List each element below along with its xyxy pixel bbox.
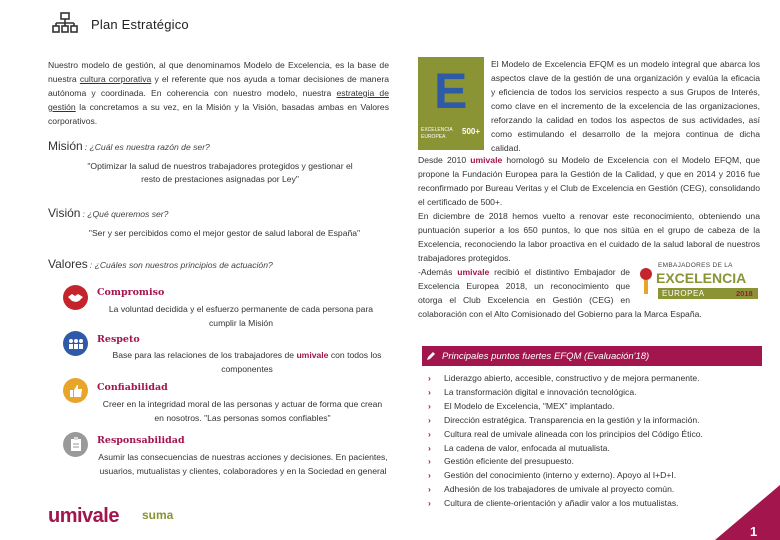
chevron-right-icon: › xyxy=(428,386,431,397)
value-responsabilidad-name: Responsabilidad xyxy=(97,435,185,446)
strength-text: Liderazgo abierto, accesible, constructivo y de mejora permanente. xyxy=(444,373,700,383)
mision-question: : ¿Cuál es nuestra razón de ser? xyxy=(84,142,210,152)
award-badge-emblem-icon xyxy=(638,266,654,296)
list-item xyxy=(428,372,768,386)
estrategia-gestion-link: estrategia de gestión xyxy=(48,88,389,112)
intro-text-2: y el referente que nos ayuda a tomar decisiones de manera autónoma y coordinada. En coherencia con nuestro modelo, nuestra xyxy=(48,74,389,98)
award-badge-line3: EUROPEA xyxy=(662,289,705,298)
page-title: Plan Estratégico xyxy=(91,17,189,32)
value-confiabilidad-text: Creer en la integridad moral de las personas y actuar de forma que crean en nosotros. "Las personas somos confiables" xyxy=(102,399,383,423)
efqm-logo-letter: E xyxy=(434,63,468,119)
value-compromiso-name: Compromiso xyxy=(97,287,165,298)
vision-quote: "Ser y ser percibidos como el mejor gestor de salud laboral de España" xyxy=(88,228,361,238)
efqm-paragraph-3: En diciembre de 2018 hemos vuelto a renovar este reconocimiento, obteniendo una puntuación superior a los 650 puntos, lo que nos sitúa en el grupo de cabeza de la Excelencia, reconociendo la labor proactiva en el cuidado de la salud laboral de nuestros trabajadores protegidos. xyxy=(418,211,760,263)
strength-text: La cadena de valor, enfocada al mutualista. xyxy=(444,442,610,453)
list-item xyxy=(428,428,768,442)
org-chart-icon xyxy=(52,12,78,34)
list-item xyxy=(428,455,768,469)
efqm-p2-after: homologó su Modelo de Excelencia con el Modelo EFQM, que propone la Fundación Europea para la Gestión de la Calidad, y que en 2014 y 2016 fue reconfirmado por Bureau Veritas y el Club de Excelencia en Gestión (CEG), consolidando el certificado de 500+. xyxy=(418,155,761,207)
list-item xyxy=(428,469,768,483)
value-compromiso-text: La voluntad decidida y el esfuerzo permanente de cada persona para cumplir la Misión xyxy=(108,304,374,328)
list-item xyxy=(428,442,768,456)
award-text-before: -Además xyxy=(418,267,458,277)
efqm-logo-caption xyxy=(421,127,453,141)
umivale-logo: umivale xyxy=(48,505,119,527)
value-respeto-name: Respeto xyxy=(97,334,140,345)
chevron-right-icon: › xyxy=(428,456,431,467)
strength-text: Gestión eficiente del presupuesto. xyxy=(444,456,574,467)
cultura-corporativa-link: cultura corporativa xyxy=(79,74,152,84)
chevron-right-icon: › xyxy=(428,428,431,439)
chevron-right-icon: › xyxy=(428,470,431,481)
strength-text: El Modelo de Excelencia, "MEX" implantado. xyxy=(444,400,615,411)
page-corner xyxy=(715,485,780,540)
valores-title: Valores xyxy=(48,257,88,271)
vision-question: : ¿Qué queremos ser? xyxy=(82,209,169,219)
award-badge-line1: EMBAJADORES DE LA xyxy=(658,262,733,269)
valores-heading xyxy=(48,257,273,271)
thumbs-up-icon xyxy=(63,378,88,403)
chevron-right-icon: › xyxy=(428,373,431,383)
suma-logo: suma xyxy=(142,508,174,522)
intro-text-3: la concretamos a su vez, en la Misión y la Visión, basadas ambas en Valores corporativos. xyxy=(48,102,389,126)
strength-text: La transformación digital e innovación tecnológica. xyxy=(444,386,637,397)
chevron-right-icon: › xyxy=(428,414,431,425)
efqm-paragraph-1: El Modelo de Excelencia EFQM es un modelo integral que abarca los aspectos clave de la gestión de una organización y evalúa la eficacia y eficiencia de todos los servicios respecto a sus Grupos de Interés, como clave en el incremento de la excelencia de las organizaciones, reforzando la calidad en todos los aspectos de sus actividades, así como estimulando el desarrollo de la mejora continua de dicha calidad. xyxy=(491,59,760,153)
strength-text: Gestión del conocimiento (interno y externo). Apoyo al I+D+I. xyxy=(444,470,677,481)
value-responsabilidad-text: Asumir las consecuencias de nuestras acciones y decisiones. En pacientes, usuarios, mutualistas y clientes, colaboradores y en la Sociedad en general xyxy=(98,452,388,476)
strengths-header xyxy=(422,346,762,366)
chevron-right-icon: › xyxy=(428,442,431,453)
umivale-brand: umivale xyxy=(470,155,503,165)
mision-title: Misión xyxy=(48,139,83,153)
intro-text-1: Nuestro modelo de gestión, al que denominamos Modelo de Excelencia, es la base de nuestra xyxy=(48,60,389,84)
award-badge-year: 2018 xyxy=(736,289,753,298)
strength-text: Cultura de cliente-orientación y añadir valor a los mutualistas. xyxy=(444,498,679,509)
chevron-right-icon: › xyxy=(428,400,431,411)
strengths-title: Principales puntos fuertes EFQM (Evaluación'18) xyxy=(442,350,650,362)
value-confiabilidad-name: Confiabilidad xyxy=(97,382,168,393)
award-text-after: recibió el distintivo Embajador de Excelencia Europea 2018, un reconocimiento que otorga el Club Excelencia en Gestión (CEG) en colaboración con el Alto Comisionado del Gobierno para la Marca España. xyxy=(418,267,702,319)
mision-heading xyxy=(48,139,210,153)
chevron-right-icon: › xyxy=(428,484,431,495)
intro-paragraph xyxy=(48,58,389,128)
efqm-logo-caption-1: EXCELENCIA xyxy=(421,127,453,133)
valores-question: : ¿Cuáles son nuestros principios de actuación? xyxy=(89,260,273,270)
efqm-paragraph-2 xyxy=(418,153,760,209)
list-item xyxy=(428,386,768,400)
efqm-logo-caption-2: EUROPEA xyxy=(421,134,446,140)
strength-text: Cultura real de umivale alineada con los principios del Código Ético. xyxy=(444,428,703,439)
respeto-text-after: con todos los componentes xyxy=(221,350,382,374)
strength-text: Adhesión de los trabajadores de umivale al proyecto común. xyxy=(444,484,675,495)
vision-title: Visión xyxy=(48,206,81,220)
page-number: 1 xyxy=(750,524,758,539)
efqm-p2-before: Desde 2010 xyxy=(418,155,471,165)
embajadores-excelencia-badge xyxy=(638,262,762,302)
strength-text: Dirección estratégica. Transparencia en la gestión y la información. xyxy=(444,414,700,425)
efqm-paragraphs xyxy=(418,153,760,265)
mision-quote: "Optimizar la salud de nuestros trabajadores protegidos y gestionar el resto de prestaciones asignadas por Ley" xyxy=(87,161,353,184)
respeto-text-before: Base para las relaciones de los trabajadores de xyxy=(112,350,297,360)
handshake-icon xyxy=(63,285,88,310)
list-item xyxy=(428,400,768,414)
efqm-logo-badge: 500+ xyxy=(462,127,481,136)
clipboard-icon xyxy=(63,432,88,457)
umivale-brand: umivale xyxy=(457,267,490,277)
efqm-logo xyxy=(418,57,484,150)
chevron-right-icon: › xyxy=(428,498,431,509)
umivale-brand: umivale xyxy=(296,350,329,360)
value-respeto-text xyxy=(92,348,402,376)
vision-heading xyxy=(48,206,168,220)
pencil-icon xyxy=(426,351,436,361)
list-item xyxy=(428,414,768,428)
people-icon xyxy=(63,331,88,356)
award-badge-line2: EXCELENCIA xyxy=(656,270,747,286)
